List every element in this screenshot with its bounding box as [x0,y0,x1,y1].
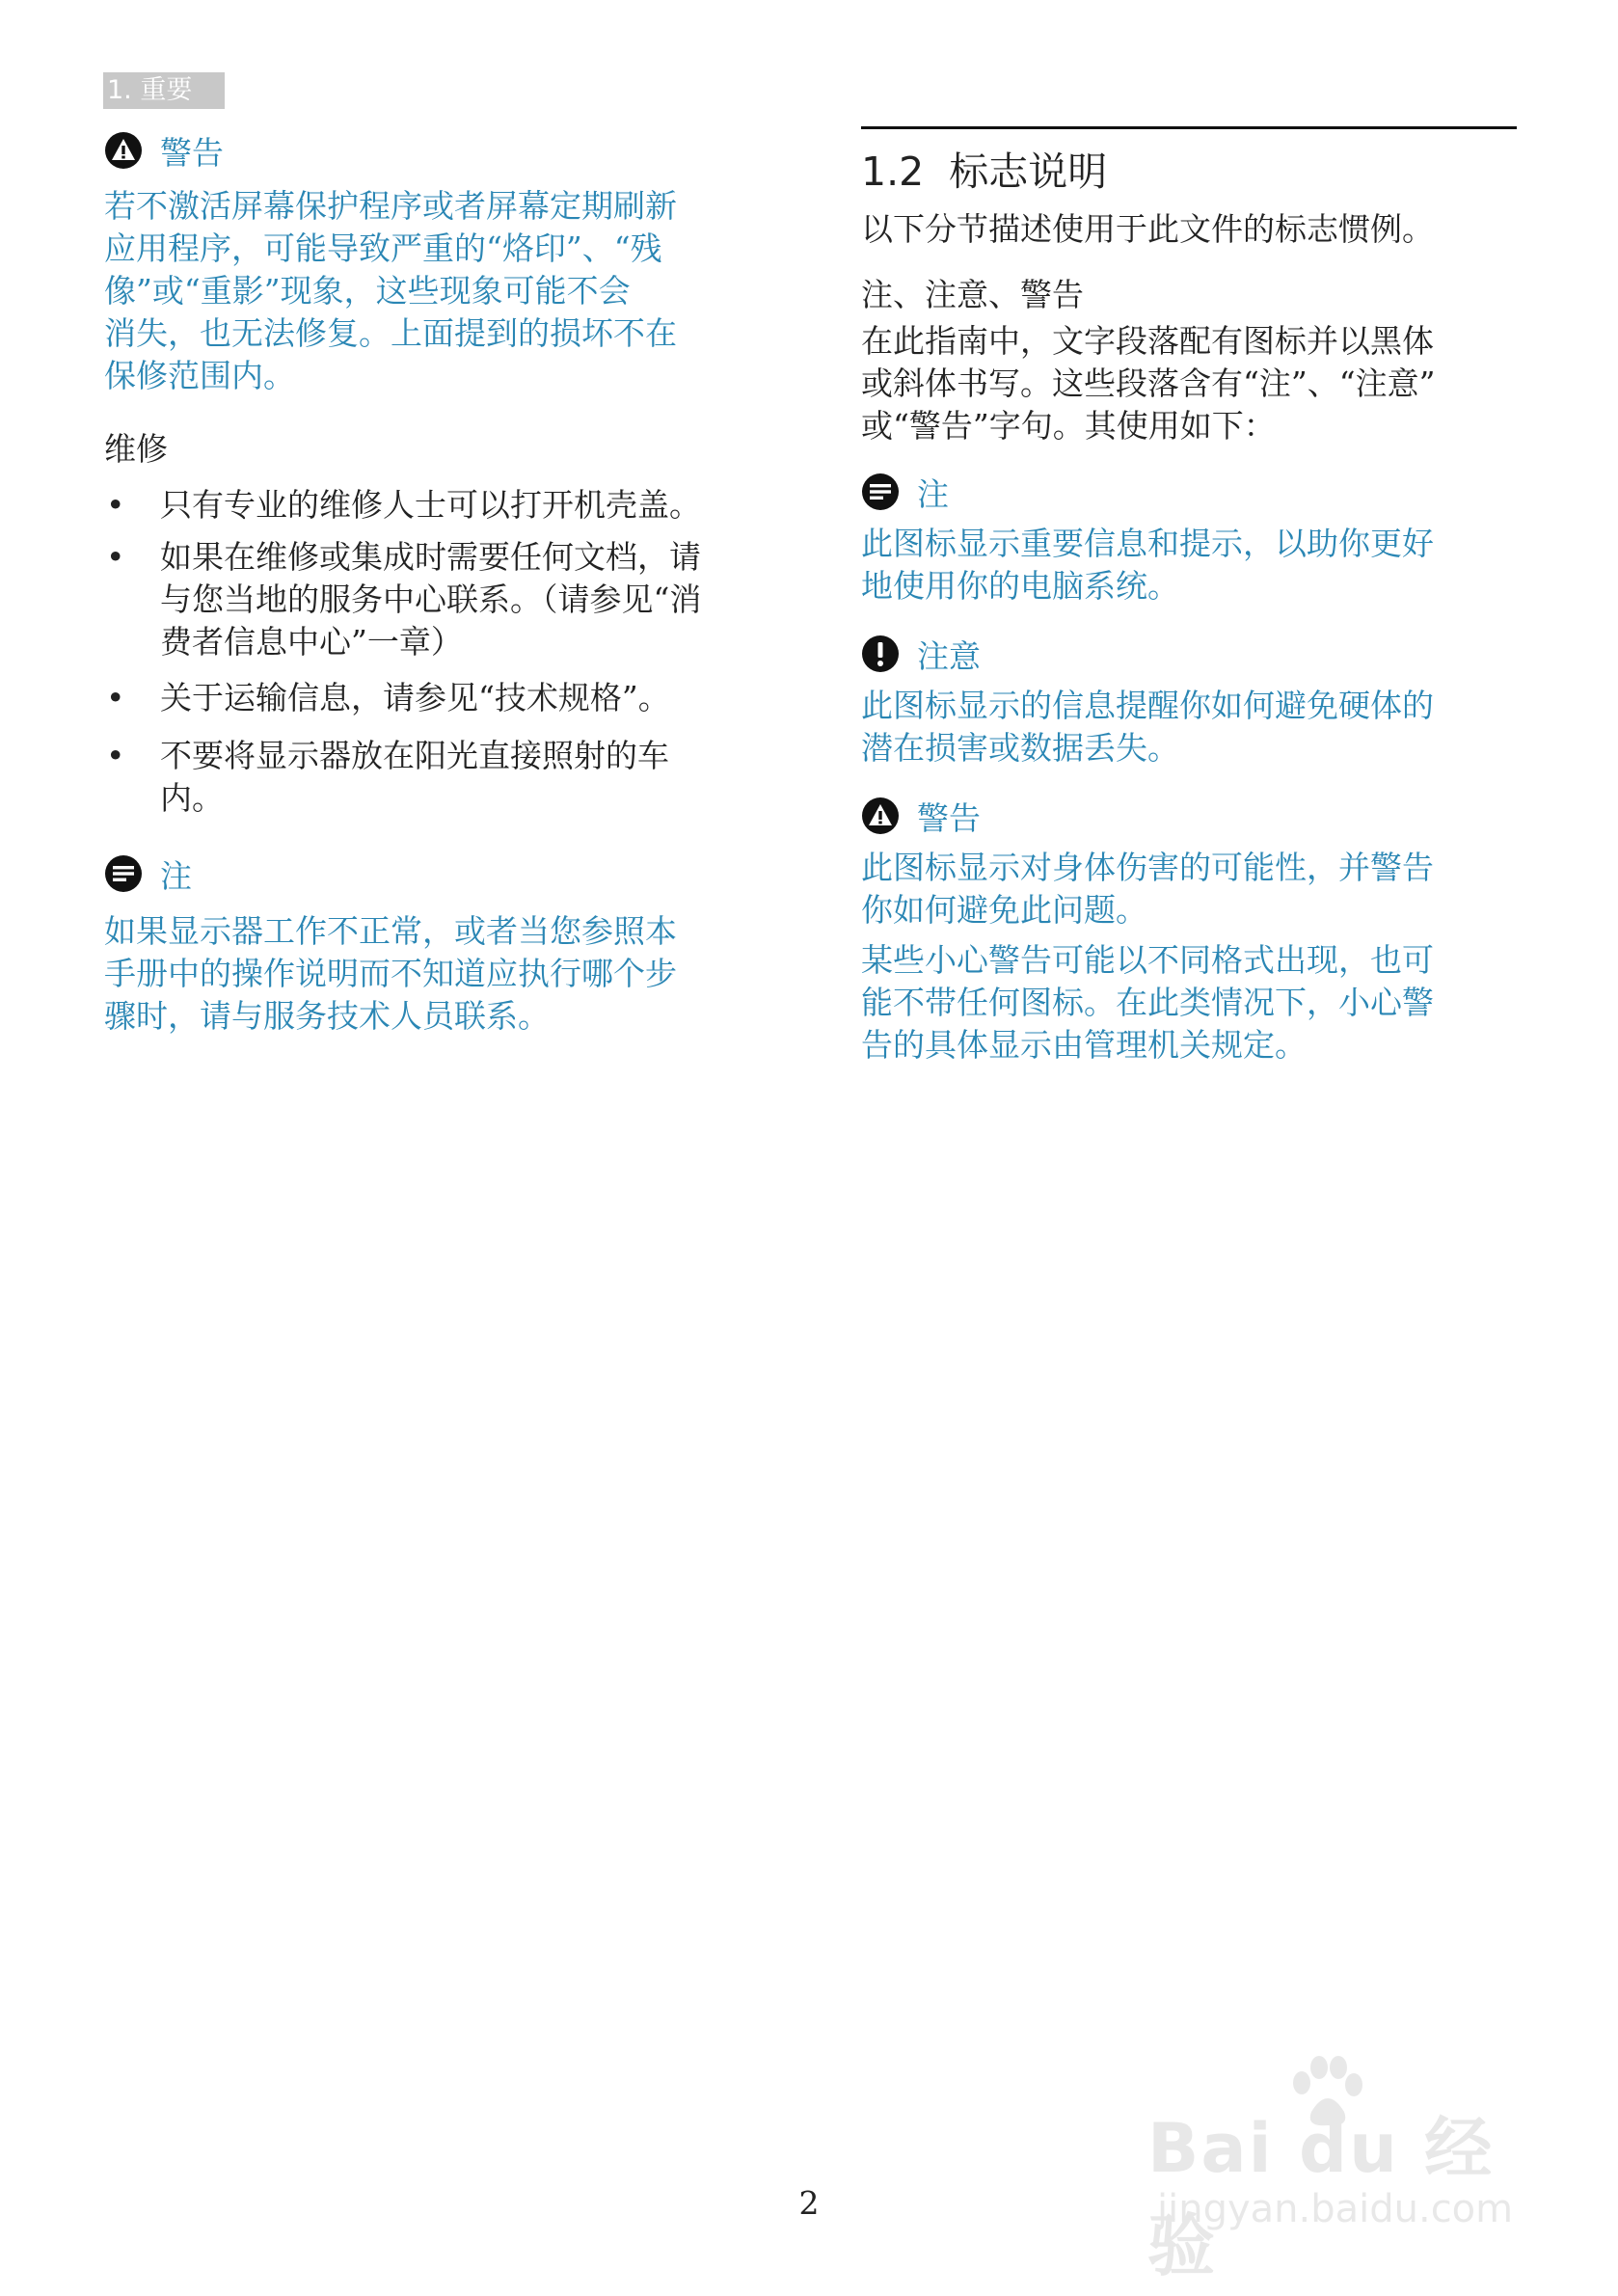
caution-label: 注意 [917,636,981,675]
note-text [861,523,1526,608]
text-line: 或“警告”字句。其使用如下： [861,407,1276,445]
list-item-text: 费者信息中心”一章） [160,623,463,661]
list-item [104,735,779,820]
text-line: 潜在损害或数据丢失。 [861,729,1179,767]
text-line: 地使用你的电脑系统。 [861,567,1179,605]
section-title [861,143,1526,201]
text-line: 应用程序，可能导致严重的“烙印”、“残 [104,230,662,267]
section-number: 1.2 [861,149,925,195]
list-item [104,536,779,663]
warning-heading [861,793,1526,839]
bullet-dot: • [106,538,125,576]
bullet-dot: • [106,737,125,774]
caution-text [861,685,1526,770]
list-item-text: 如果在维修或集成时需要任何文档，请 [160,538,701,576]
text-line: 能不带任何图标。在此类情况下，小心警 [861,984,1434,1021]
text-line: 此图标显示对身体伤害的可能性，并警告 [861,849,1434,886]
warning-icon [104,131,143,170]
bullet-dot: • [106,679,125,716]
text-line: 你如何避免此问题。 [861,891,1147,929]
conventions-desc [861,320,1526,447]
caution-icon [861,635,900,673]
text-line: 此图标显示的信息提醒你如何避免硬体的 [861,687,1434,724]
watermark-logo: Bai du 经验 [1147,2109,1495,2285]
text-line: 保修范围内。 [104,357,295,394]
list-item-text: 与您当地的服务中心联系。（请参见“消 [160,581,702,618]
note-label: 注 [160,856,192,895]
intro-text: 以下分节描述使用于此文件的标志惯例。 [861,210,1434,248]
service-heading: 维修 [104,430,168,468]
text-line: 此图标显示重要信息和提示，以助你更好 [861,525,1434,562]
warning-label: 警告 [917,798,981,837]
warning-icon [861,797,900,835]
baidu-watermark [1147,2054,1533,2285]
service-list [104,484,779,820]
bullet-dot: • [106,486,125,524]
conventions-heading: 注、注意、警告 [861,276,1084,313]
list-item-text: 关于运输信息，请参见“技术规格”。 [160,679,670,716]
warning-heading [104,127,779,174]
watermark-url: jingyan.baidu.com [1157,2187,1514,2231]
list-item [104,677,779,719]
text-line: 消失，也无法修复。上面提到的损坏不在 [104,314,677,352]
warning-label: 警告 [160,133,224,172]
text-line: 在此指南中，文字段落配有图标并以黑体 [861,322,1434,360]
note-icon [861,473,900,511]
page-number: 2 [798,2184,820,2222]
text-line: 骤时，请与服务技术人员联系。 [104,997,550,1035]
text-line: 像”或“重影”现象，这些现象可能不会 [104,272,631,310]
note-text [104,910,779,1038]
text-line: 如果显示器工作不正常，或者当您参照本 [104,912,677,950]
list-item-text: 只有专业的维修人士可以打开机壳盖。 [160,486,701,524]
list-item-text: 内。 [160,779,224,817]
text-line: 告的具体显示由管理机关规定。 [861,1026,1307,1064]
note-heading [104,851,779,897]
section-title-text: 标志说明 [949,149,1108,195]
note-heading [861,469,1526,515]
list-item-text: 不要将显示器放在阳光直接照射的车 [160,737,669,774]
section-rule [861,126,1517,129]
note-icon [104,854,143,893]
warning-text [861,847,1526,932]
text-line: 某些小心警告可能以不同格式出现，也可 [861,941,1434,979]
text-line: 或斜体书写。这些段落含有“注”、“注意” [861,365,1436,402]
section-tab: 1. 重要 [103,72,225,109]
warning-text [104,185,779,397]
list-item [104,484,779,527]
right-column [861,126,1526,1067]
text-line: 手册中的操作说明而不知道应执行哪个步 [104,955,677,992]
left-column [104,123,779,1038]
text-line: 若不激活屏幕保护程序或者屏幕定期刷新 [104,187,677,225]
caution-heading [861,631,1526,677]
warning-extra-text [861,939,1526,1067]
note-label: 注 [917,474,949,513]
